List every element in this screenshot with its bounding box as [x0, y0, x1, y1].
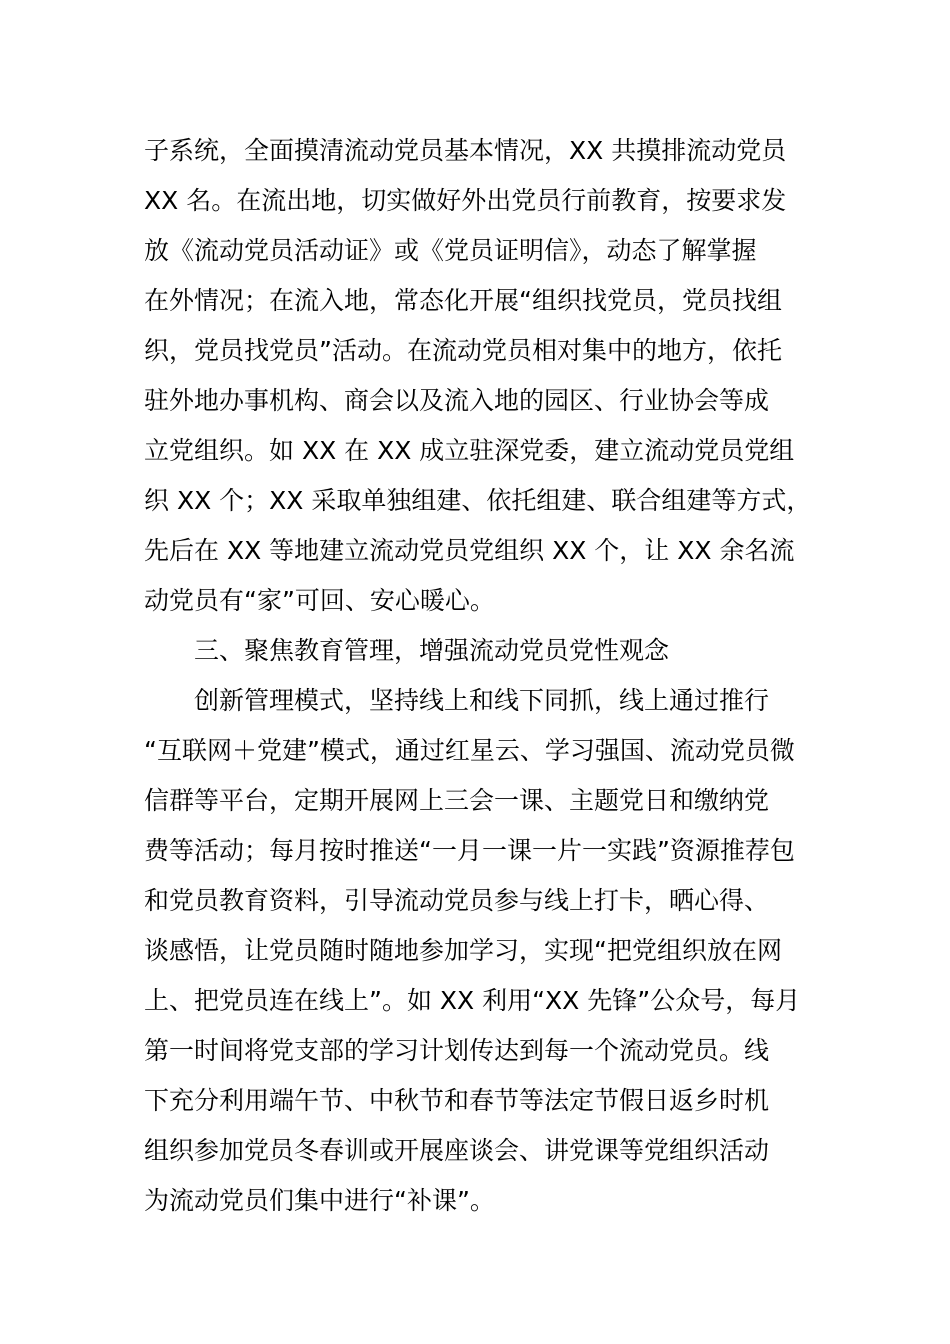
text-line: 上、把党员连在线上”。如 XX 利用“XX 先锋”公众号，每月: [144, 986, 801, 1015]
text-line: 驻外地办事机构、商会以及流入地的园区、行业协会等成: [144, 386, 770, 415]
text-line: 费等活动；每月按时推送“一月一课一片一实践”资源推荐包: [144, 836, 795, 865]
text-line: 创新管理模式，坚持线上和线下同抓，线上通过推行: [194, 686, 770, 715]
text-line: 下充分利用端午节、中秋节和春节等法定节假日返乡时机: [144, 1086, 770, 1115]
text-line: 动党员有“家”可回、安心暖心。: [144, 586, 495, 615]
text-line: 和党员教育资料，引导流动党员参与线上打卡，晒心得、: [144, 886, 770, 915]
text-line: 织，党员找党员”活动。在流动党员相对集中的地方，依托: [144, 336, 782, 365]
text-line: 放《流动党员活动证》或《党员证明信》，动态了解掌握: [144, 236, 757, 265]
text-line: 子系统，全面摸清流动党员基本情况，XX 共摸排流动党员: [144, 136, 787, 165]
text-line: 为流动党员们集中进行“补课”。: [144, 1186, 495, 1215]
text-line: “互联网＋党建”模式，通过红星云、学习强国、流动党员微: [144, 736, 795, 765]
body-text: [144, 126, 844, 1226]
text-line: 先后在 XX 等地建立流动党员党组织 XX 个，让 XX 余名流: [144, 536, 795, 565]
section-heading: 三、聚焦教育管理，增强流动党员党性观念: [194, 636, 670, 665]
text-line: 组织参加党员冬春训或开展座谈会、讲党课等党组织活动: [144, 1136, 770, 1165]
text-line: XX 名。在流出地，切实做好外出党员行前教育，按要求发: [144, 186, 787, 215]
text-line: 在外情况；在流入地，常态化开展“组织找党员，党员找组: [144, 286, 782, 315]
text-line: 织 XX 个；XX 采取单独组建、依托组建、联合组建等方式，: [144, 486, 812, 515]
text-line: 第一时间将党支部的学习计划传达到每一个流动党员。线: [144, 1036, 770, 1065]
text-line: 立党组织。如 XX 在 XX 成立驻深党委，建立流动党员党组: [144, 436, 795, 465]
text-line: 谈感悟，让党员随时随地参加学习，实现“把党组织放在网: [144, 936, 782, 965]
text-line: 信群等平台，定期开展网上三会一课、主题党日和缴纳党: [144, 786, 770, 815]
